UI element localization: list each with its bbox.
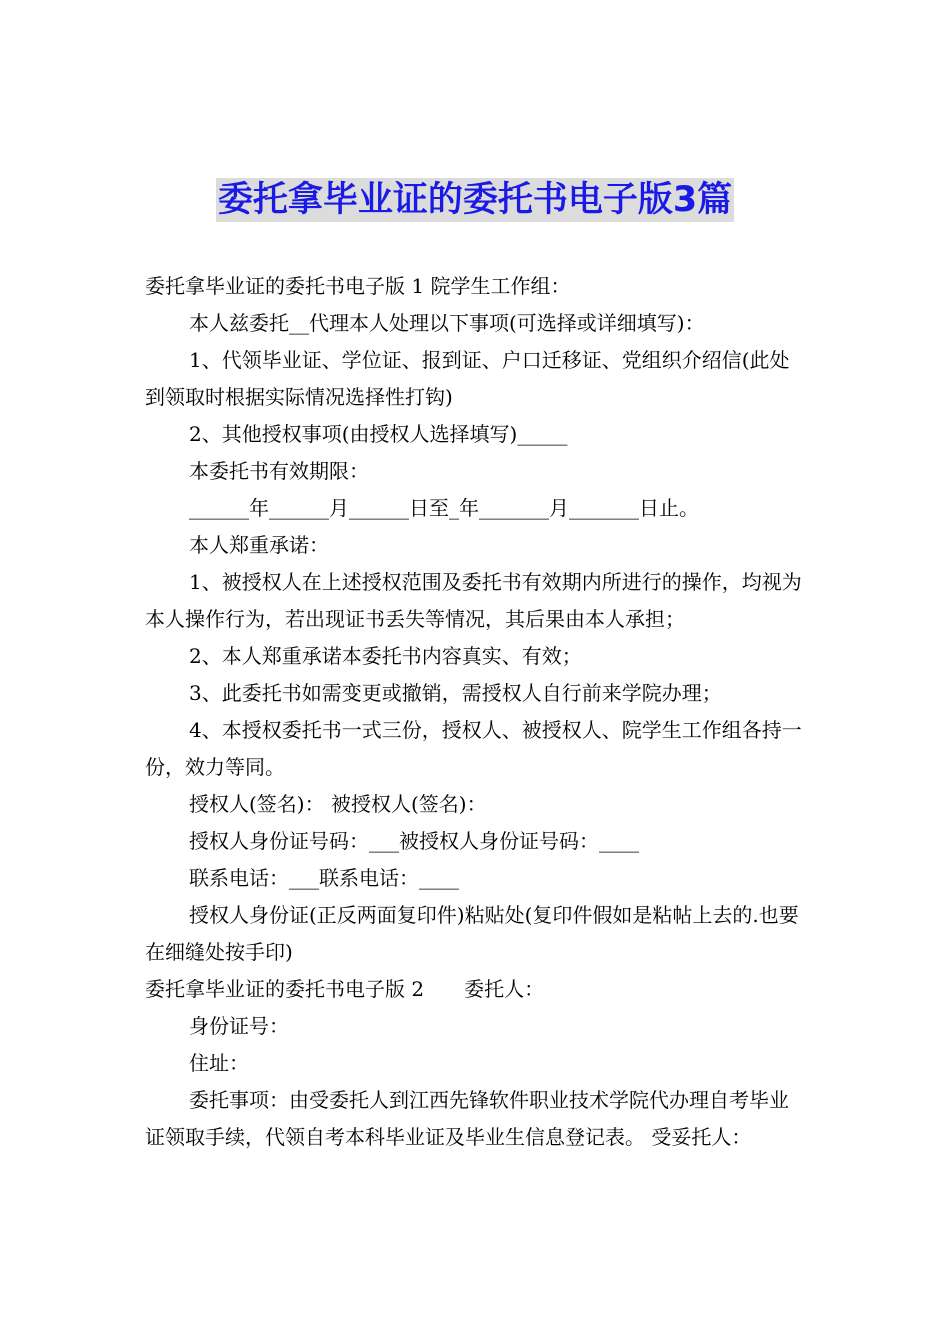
paragraph: 授权人(签名)： 被授权人(签名)：: [189, 792, 487, 816]
paragraph: 授权人身份证号码：___被授权人身份证号码：____: [189, 829, 639, 853]
paragraph: ______年______月______日至_年_______月_______日止。: [189, 496, 699, 520]
paragraph: 4、本授权委托书一式三份，授权人、被授权人、院学生工作组各持一份，效力等同。: [145, 718, 802, 779]
paragraph: 委托拿毕业证的委托书电子版 2 委托人：: [145, 977, 545, 1001]
paragraph: 1、被授权人在上述授权范围及委托书有效期内所进行的操作，均视为本人操作行为，若出现证书丢失等情况，其后果由本人承担；: [145, 570, 802, 631]
paragraph: 本人郑重承诺：: [189, 533, 329, 557]
paragraph: 联系电话：___联系电话：____: [189, 866, 459, 890]
title-wrap: [0, 178, 950, 222]
paragraph: 委托事项：由受委托人到江西先锋软件职业技术学院代办理自考毕业证领取手续，代领自考本科毕业证及毕业生信息登记表。 受妥托人：: [145, 1088, 789, 1149]
paragraph: 本委托书有效期限：: [189, 459, 369, 483]
paragraph: 本人兹委托__代理本人处理以下事项(可选择或详细填写)：: [189, 311, 705, 335]
paragraph: 住址：: [189, 1051, 249, 1075]
document-title: 委托拿毕业证的委托书电子版3篇: [217, 180, 733, 220]
paragraph: 1、代领毕业证、学位证、报到证、户口迁移证、党组织介绍信(此处到领取时根据实际情况选择性打钩): [145, 348, 790, 409]
document-body: [145, 268, 805, 1156]
paragraph: 2、本人郑重承诺本委托书内容真实、有效；: [189, 644, 582, 668]
paragraph: 2、其他授权事项(由授权人选择填写)_____: [189, 422, 568, 446]
paragraph: 授权人身份证(正反两面复印件)粘贴处(复印件假如是粘帖上去的.也要在细缝处按手印): [145, 903, 799, 964]
paragraph: 3、此委托书如需变更或撤销，需授权人自行前来学院办理；: [189, 681, 722, 705]
paragraph: 身份证号：: [189, 1014, 289, 1038]
paragraph: 委托拿毕业证的委托书电子版 1 院学生工作组：: [145, 274, 571, 298]
